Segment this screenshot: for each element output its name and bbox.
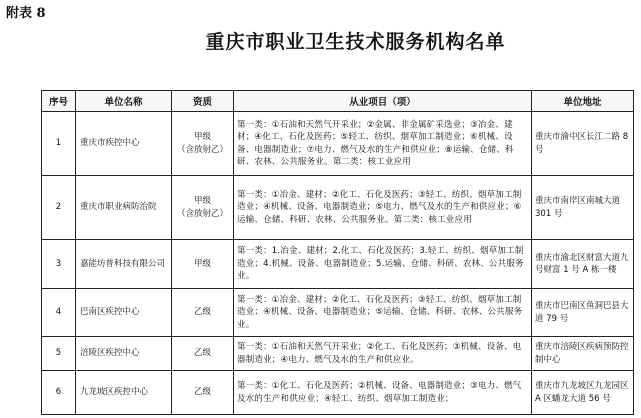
table-row	[42, 289, 634, 337]
row-name: 巴南区疾控中心	[76, 289, 172, 337]
row-qualification	[172, 240, 234, 289]
row-address: 重庆市九龙坡区九龙园区 A 区蟠龙大道 56 号	[532, 371, 634, 415]
row-index: 3	[42, 240, 76, 289]
row-index: 2	[42, 176, 76, 240]
qualification-note: （含放射乙）	[176, 144, 228, 155]
row-qualification	[172, 337, 234, 371]
table-header-row	[42, 91, 634, 112]
page-title: 重庆市职业卫生技术服务机构名单	[205, 31, 506, 53]
qualification-level: 甲级	[193, 258, 211, 269]
row-qualification	[172, 289, 234, 337]
table-row	[42, 337, 634, 371]
row-index: 4	[42, 289, 76, 337]
row-address: 重庆市南岸区南城大道 301 号	[532, 176, 634, 240]
qualification-level: 乙级	[193, 348, 211, 359]
col-header-index: 序号	[42, 91, 76, 112]
row-scope: 第一类：①冶金、建材；②化工、石化及医药；③轻工、纺织、烟草加工制造业；④机械、设备、电器制造业；⑤电力、燃气及水的生产和供应业；⑥运输、仓储、科研、农林、公共服务业。第二类：核工业应用	[234, 176, 532, 240]
qualification-level: 乙级	[193, 307, 211, 318]
col-header-qualification: 资质	[172, 91, 234, 112]
row-name: 嘉能坊普科技有限公司	[76, 240, 172, 289]
table-row	[42, 371, 634, 415]
qualification-note: （含放射乙）	[176, 208, 228, 219]
appendix-label: 附表 8	[6, 6, 46, 21]
row-name: 重庆市疾控中心	[76, 112, 172, 176]
row-name: 重庆市职业病防治院	[76, 176, 172, 240]
row-index: 6	[42, 371, 76, 415]
row-index: 1	[42, 112, 76, 176]
row-name: 涪陵区疾控中心	[76, 337, 172, 371]
col-header-name: 单位名称	[76, 91, 172, 112]
row-scope: 第一类：①冶金、建材；②化工、石化及医药；③轻工、纺织、烟草加工制造业；④机械、设备、电器制造业；⑤运输、仓储、科研、农林、公共服务业。	[234, 289, 532, 337]
row-qualification	[172, 112, 234, 176]
row-address: 重庆市巴南区鱼洞巴县大道 79 号	[532, 289, 634, 337]
qualification-level: 乙级	[193, 387, 211, 398]
row-scope: 第一类：1.冶金、建材；2.化工、石化及医药；3.轻工、纺织、烟草加工制造业；4.机械、设备、电器制造业；5.运输、仓储、科研、农林、公共服务业。	[234, 240, 532, 289]
row-name: 九龙坡区疾控中心	[76, 371, 172, 415]
qualification-level: 甲级	[193, 132, 211, 143]
institution-table	[41, 90, 634, 415]
row-index: 5	[42, 337, 76, 371]
row-address: 重庆市渝中区长江二路 8 号	[532, 112, 634, 176]
table-row	[42, 176, 634, 240]
row-address: 重庆市渝北区财富大道九号财富 1 号 A 栋一楼	[532, 240, 634, 289]
row-scope: 第一类：①石油和天然气开采业；②金属、非金属矿采选业；③冶金、建材；④化工、石化及医药；⑤轻工、纺织、烟草加工制造业；⑥机械、设备、电器制造业；⑦电力、燃气及水的生产和供应业；⑧运输、仓储、科研、农林、公共服务业。第二类：核工业应用	[234, 112, 532, 176]
table-row	[42, 112, 634, 176]
row-scope: 第一类：①化工、石化及医药；②机械、设备、电器制造业；③电力、燃气及水的生产和供应业；④轻工、纺织、烟草加工制造业；	[234, 371, 532, 415]
row-address: 重庆市涪陵区疾病预防控制中心	[532, 337, 634, 371]
col-header-address: 单位地址	[532, 91, 634, 112]
row-qualification	[172, 371, 234, 415]
col-header-scope: 从业项目（项）	[234, 91, 532, 112]
row-qualification	[172, 176, 234, 240]
qualification-level: 甲级	[193, 196, 211, 207]
row-scope: 第一类：①石油和天然气开采业；②化工、石化及医药；③机械、设备、电器制造业；④电力、燃气及水的生产和供应业。	[234, 337, 532, 371]
table-row	[42, 240, 634, 289]
